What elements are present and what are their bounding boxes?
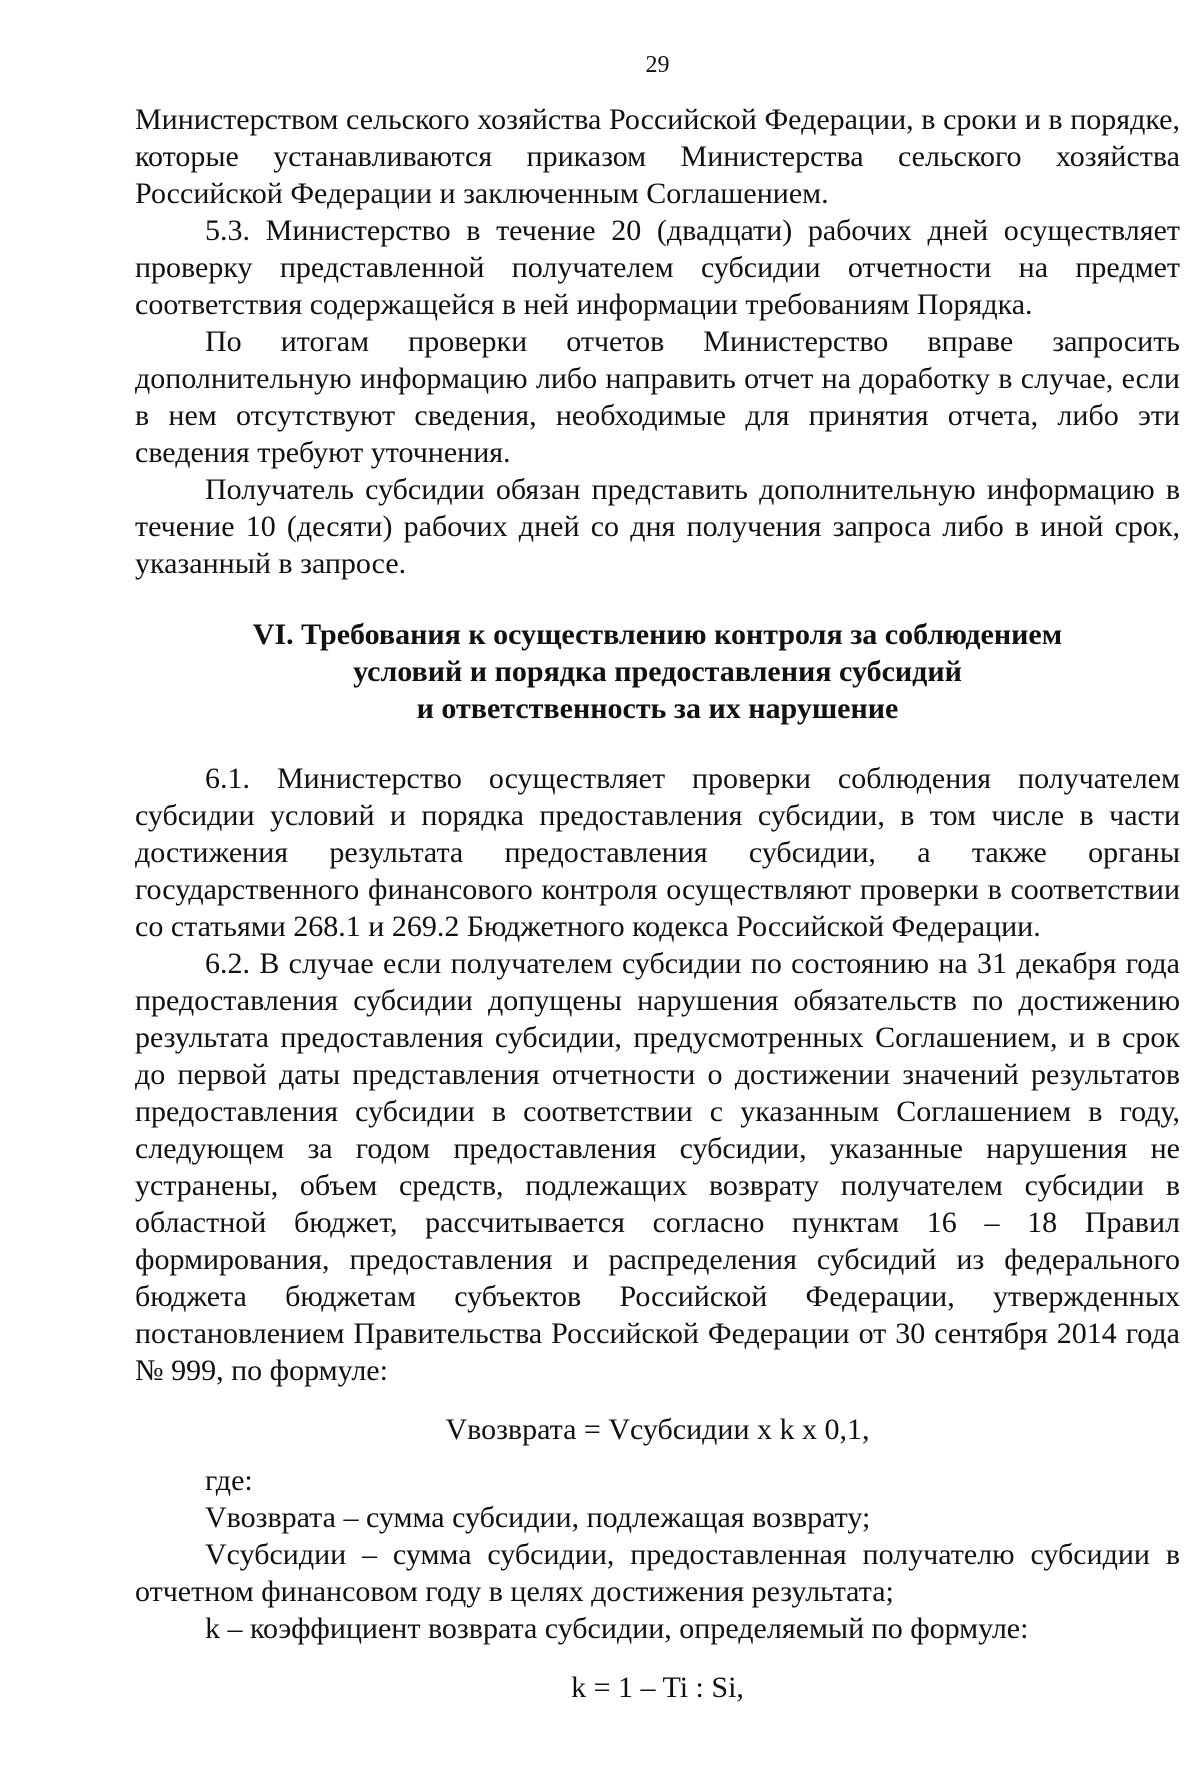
paragraph-continuation: Министерством сельского хозяйства Российской Федерации, в сроки и в порядке, которые устанавливаются приказом Министерства сельского хозяйства Российской Федерации и заключенным Соглашением. [135,103,1180,210]
definition-k-coefficient: k – коэффициент возврата субсидии, определяемый по формуле: [205,1612,1029,1645]
paragraph-6-1: 6.1. Министерство осуществляет проверки соблюдения получателем субсидии условий и порядка предоставления субсидии, в том числе в части достижения результата предоставления субсидии, а также органы государственного финансового контроля осуществляют проверки в соответствии со статьями 268.1 и 269.2 Бюджетного кодекса Российской Федерации. [135,762,1180,943]
formula-k-coefficient: k = 1 – Ti : Si, [571,1671,744,1704]
section-heading-line: условий и порядка предоставления субсидий [353,655,962,688]
paragraph-report-check: По итогам проверки отчетов Министерство вправе запросить дополнительную информацию либо направить отчет на доработку в случае, если в нем отсутствуют сведения, необходимые для принятия отчета, либо эти сведения требуют уточнения. [135,325,1180,469]
page-number: 29 [645,52,670,78]
section-heading-line: VI. Требования к осуществлению контроля за соблюдением [252,618,1063,651]
paragraph-5-3: 5.3. Министерство в течение 20 (двадцати) рабочих дней осуществляет проверку представленной получателем субсидии отчетности на предмет соответствия содержащейся в ней информации требованиям Порядка. [135,214,1180,321]
document-body [135,101,1180,1720]
formula-return-amount: Vвозврата = Vсубсидии x k x 0,1, [445,1413,870,1446]
paragraph-6-2: 6.2. В случае если получателем субсидии по состоянию на 31 декабря года предоставления субсидии допущены нарушения обязательств по достижению результата предоставления субсидии, предусмотренных Соглашением, и в срок до первой даты представления отчетности о достижении значений результатов предоставления субсидии в соответствии с указанным Соглашением в году, следующем за годом предоставления субсидии, указанные нарушения не устранены, объем средств, подлежащих возврату получателем субсидии в областной бюджет, рассчитывается согласно пунктам 16 – 18 Правил формирования, предоставления и распределения субсидий из федерального бюджета бюджетам субъектов Российской Федерации, утвержденных постановлением Правительства Российской Федерации от 30 сентября 2014 года № 999, по формуле: [135,947,1180,1387]
paragraph-additional-info: Получатель субсидии обязан представить дополнительную информацию в течение 10 (десяти) рабочих дней со дня получения запроса либо в иной срок, указанный в запросе. [135,473,1180,580]
definition-v-return: Vвозврата – сумма субсидии, подлежащая возврату; [205,1501,871,1534]
definition-where: где: [205,1464,253,1497]
definition-v-subsidy: Vсубсидии – сумма субсидии, предоставленная получателю субсидии в отчетном финансовом году в целях достижения результата; [135,1538,1180,1608]
section-heading [135,616,1180,727]
section-heading-line: и ответственность за их нарушение [416,692,899,725]
